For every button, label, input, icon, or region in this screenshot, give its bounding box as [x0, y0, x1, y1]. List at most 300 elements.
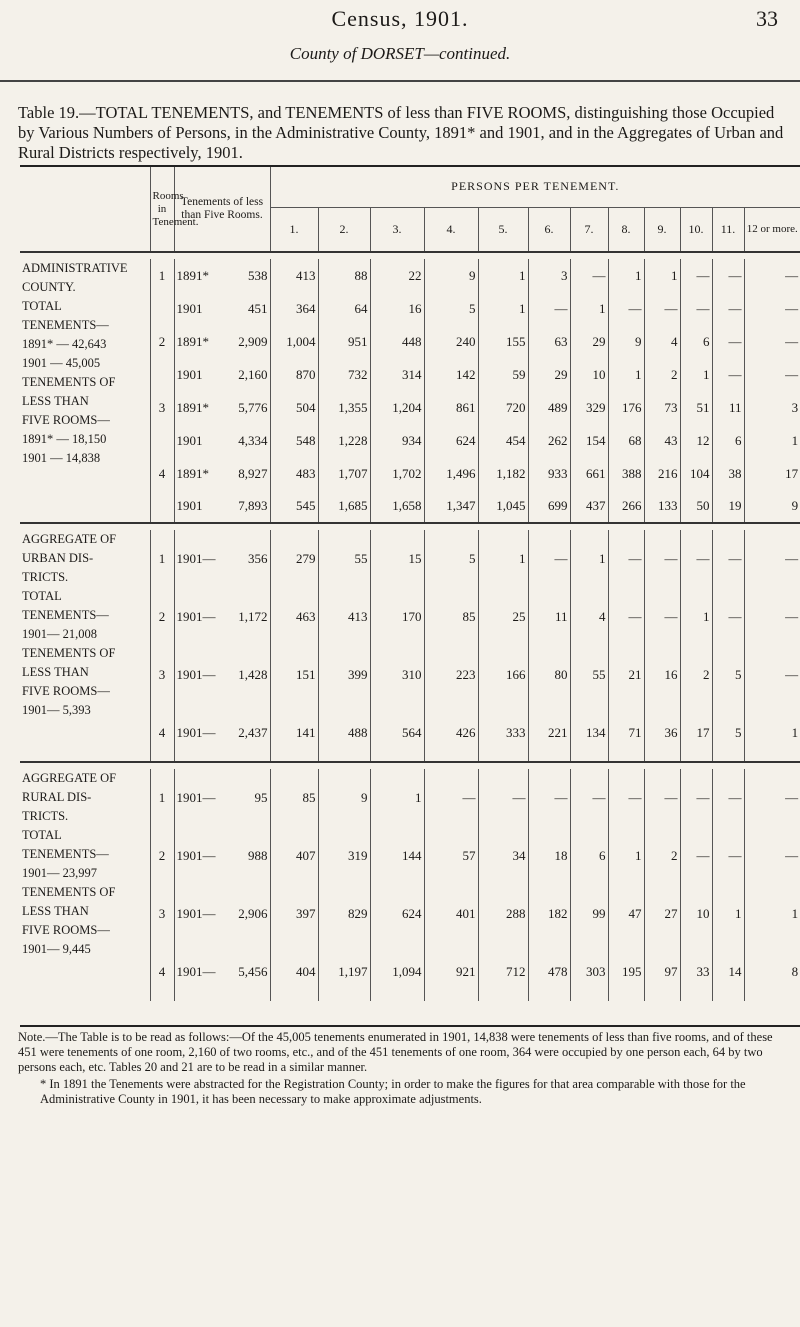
running-title: Census, 1901. [331, 6, 469, 31]
tenement-count-cell [174, 530, 270, 588]
rooms-count: 4 [150, 457, 174, 490]
persons-count: 483 [270, 457, 318, 490]
persons-count: 279 [270, 530, 318, 588]
persons-count: — [528, 292, 570, 325]
persons-count: 73 [644, 391, 680, 424]
persons-count: 19 [712, 490, 744, 523]
persons-col-header: 7. [570, 207, 608, 252]
rooms-count: 2 [150, 325, 174, 358]
persons-count: 2 [644, 827, 680, 885]
persons-count: — [744, 588, 800, 646]
persons-count: 1 [680, 588, 712, 646]
tenement-count: 5,456 [238, 964, 268, 979]
persons-count: 18 [528, 827, 570, 885]
tenement-count: 2,906 [238, 906, 268, 921]
persons-count: 1,658 [370, 490, 424, 523]
tenement-count-cell [174, 646, 270, 704]
persons-count: 1,182 [478, 457, 528, 490]
persons-col-header: 1. [270, 207, 318, 252]
persons-count: 6 [680, 325, 712, 358]
persons-count: — [712, 530, 744, 588]
group-label-line: FIVE ROOMS— [22, 923, 110, 937]
group-label-line: URBAN DIS- [22, 551, 94, 565]
tenement-count: 2,437 [238, 724, 268, 740]
persons-count: 155 [478, 325, 528, 358]
persons-count: — [644, 530, 680, 588]
group-label-line: LESS THAN [22, 904, 89, 918]
persons-count: — [680, 827, 712, 885]
persons-count: 870 [270, 358, 318, 391]
group-separator [20, 252, 800, 259]
persons-count: — [608, 530, 644, 588]
persons-count: 15 [370, 530, 424, 588]
persons-count: — [528, 530, 570, 588]
persons-col-header: 2. [318, 207, 370, 252]
persons-count: 216 [644, 457, 680, 490]
persons-count: 104 [680, 457, 712, 490]
group-label-line: LESS THAN [22, 665, 89, 679]
group-label [20, 530, 150, 762]
persons-count: 141 [270, 704, 318, 762]
persons-count: 142 [424, 358, 478, 391]
persons-count: 1,204 [370, 391, 424, 424]
persons-count: 1,685 [318, 490, 370, 523]
rooms-count: 1 [150, 259, 174, 292]
group-label-line: TENEMENTS OF [22, 375, 116, 389]
persons-count: 12 [680, 424, 712, 457]
persons-count: 221 [528, 704, 570, 762]
persons-count: — [744, 259, 800, 292]
persons-count: 1,347 [424, 490, 478, 523]
persons-count: 310 [370, 646, 424, 704]
rooms-count: 4 [150, 704, 174, 762]
header-rule [0, 80, 800, 82]
persons-count: 489 [528, 391, 570, 424]
persons-count: — [744, 292, 800, 325]
table-title: Table 19.—TOTAL TENEMENTS, and TENEMENTS of less than FIVE ROOMS, distinguishing those Occupied by Various Numbers of Persons, in the Administrative County, 1891* and 1901, and in the Aggregates of Urban and Rural Districts respectively, 1901. [18, 103, 784, 162]
census-table [20, 167, 800, 1001]
table-row [20, 530, 800, 588]
group-label-line: 1901— 9,445 [22, 942, 91, 956]
group-label-line: LESS THAN [22, 394, 89, 408]
persons-col-header: 5. [478, 207, 528, 252]
group-label-line: 1901 — 14,838 [22, 451, 101, 465]
persons-count: — [478, 769, 528, 827]
group-label-line: FIVE ROOMS— [22, 413, 110, 427]
rooms-count: 3 [150, 646, 174, 704]
persons-count: 16 [370, 292, 424, 325]
persons-col-header: 12 or more. [744, 207, 800, 252]
persons-count: — [608, 292, 644, 325]
persons-count: — [570, 259, 608, 292]
persons-count: 2 [680, 646, 712, 704]
persons-count: 10 [680, 885, 712, 943]
rooms-count [150, 490, 174, 523]
persons-count: 1 [608, 827, 644, 885]
group-label-line: TENEMENTS OF [22, 646, 116, 660]
persons-count: — [528, 769, 570, 827]
persons-count: 564 [370, 704, 424, 762]
persons-count: 166 [478, 646, 528, 704]
tenement-count-cell [174, 391, 270, 424]
persons-count: 1,707 [318, 457, 370, 490]
persons-col-header: 9. [644, 207, 680, 252]
persons-count: 720 [478, 391, 528, 424]
persons-count: 504 [270, 391, 318, 424]
persons-col-header: 10. [680, 207, 712, 252]
persons-count: — [712, 292, 744, 325]
census-year: 1891* [176, 267, 209, 283]
persons-count: 401 [424, 885, 478, 943]
group-label [20, 769, 150, 1001]
persons-count: 5 [424, 292, 478, 325]
persons-col-header: 11. [712, 207, 744, 252]
persons-header: PERSONS PER TENEMENT. [270, 167, 800, 207]
group-label-line: 1891* — 42,643 [22, 337, 107, 351]
group-label-line: AGGREGATE OF [22, 532, 117, 546]
persons-count: — [644, 292, 680, 325]
persons-col-header: 6. [528, 207, 570, 252]
persons-count: 29 [570, 325, 608, 358]
census-year: 1901— [176, 724, 216, 740]
persons-count: 3 [744, 391, 800, 424]
tenement-count: 451 [248, 300, 268, 316]
tenement-count-cell [174, 424, 270, 457]
group-label-line: 1891* — 18,150 [22, 432, 107, 446]
group-label-line: TENEMENTS— [22, 608, 109, 622]
group-label-line: AGGREGATE OF [22, 771, 117, 785]
tenement-count-cell [174, 358, 270, 391]
persons-count: 463 [270, 588, 318, 646]
persons-count: 68 [608, 424, 644, 457]
census-year: 1901 [176, 366, 203, 382]
persons-count: 151 [270, 646, 318, 704]
persons-count: 36 [644, 704, 680, 762]
persons-count: 29 [528, 358, 570, 391]
persons-count: 71 [608, 704, 644, 762]
tenement-count-cell [174, 457, 270, 490]
persons-count: 712 [478, 943, 528, 1001]
persons-count: 21 [608, 646, 644, 704]
persons-count: 55 [570, 646, 608, 704]
persons-count: 333 [478, 704, 528, 762]
persons-count: 9 [318, 769, 370, 827]
tenements-header: Tenements of less than Five Rooms. [174, 167, 270, 252]
persons-count: 454 [478, 424, 528, 457]
persons-count: — [712, 259, 744, 292]
persons-count: 4 [644, 325, 680, 358]
persons-count: 1 [644, 259, 680, 292]
tenement-count: 95 [254, 790, 268, 805]
census-year: 1891* [176, 465, 209, 481]
rooms-count: 1 [150, 769, 174, 827]
persons-count: 624 [424, 424, 478, 457]
persons-count: — [744, 827, 800, 885]
table-note [18, 1030, 790, 1109]
group-label-line: 1901— 5,393 [22, 703, 91, 717]
persons-count: — [680, 259, 712, 292]
persons-count: 488 [318, 704, 370, 762]
persons-count: 2 [644, 358, 680, 391]
persons-count: 11 [528, 588, 570, 646]
county-title: County of DORSET—continued. [289, 44, 511, 63]
tenement-count: 4,334 [238, 432, 268, 448]
persons-count: 97 [644, 943, 680, 1001]
group-label-line: TRICTS. [22, 809, 69, 823]
persons-count: 699 [528, 490, 570, 523]
group-label-line: COUNTY. [22, 280, 76, 294]
persons-count: 55 [318, 530, 370, 588]
tenement-count-cell [174, 325, 270, 358]
persons-count: 47 [608, 885, 644, 943]
rooms-count: 2 [150, 827, 174, 885]
persons-count: 27 [644, 885, 680, 943]
persons-count: 1 [478, 292, 528, 325]
persons-count: — [712, 588, 744, 646]
tenement-count-cell [174, 259, 270, 292]
persons-count: 1,702 [370, 457, 424, 490]
persons-count: 397 [270, 885, 318, 943]
tenement-count: 988 [248, 848, 268, 863]
persons-count: 364 [270, 292, 318, 325]
group-label [20, 259, 150, 523]
persons-count: 182 [528, 885, 570, 943]
tenement-count-cell [174, 885, 270, 943]
persons-count: 34 [478, 827, 528, 885]
rooms-count [150, 424, 174, 457]
census-year: 1901— [176, 667, 216, 682]
rooms-count: 4 [150, 943, 174, 1001]
census-year: 1901— [176, 848, 216, 863]
tenement-count-cell [174, 827, 270, 885]
persons-col-header: 3. [370, 207, 424, 252]
persons-count: 223 [424, 646, 478, 704]
persons-count: 17 [744, 457, 800, 490]
group-label-line: 1901 — 45,005 [22, 356, 101, 370]
persons-count: — [424, 769, 478, 827]
persons-count: 22 [370, 259, 424, 292]
census-year: 1901— [176, 964, 216, 979]
persons-count: 17 [680, 704, 712, 762]
persons-count: 1 [744, 704, 800, 762]
persons-count: 9 [608, 325, 644, 358]
persons-count: 262 [528, 424, 570, 457]
persons-count: 448 [370, 325, 424, 358]
census-year: 1901— [176, 790, 216, 805]
tenement-count-cell [174, 292, 270, 325]
persons-count: — [712, 827, 744, 885]
persons-count: 266 [608, 490, 644, 523]
census-table-wrapper [20, 165, 800, 1027]
persons-count: 144 [370, 827, 424, 885]
census-year: 1901 [176, 300, 203, 316]
tenement-count-cell [174, 769, 270, 827]
persons-count: 5 [424, 530, 478, 588]
persons-count: 1 [744, 424, 800, 457]
persons-count: 176 [608, 391, 644, 424]
persons-count: 5 [712, 704, 744, 762]
persons-count: 934 [370, 424, 424, 457]
persons-count: 80 [528, 646, 570, 704]
persons-count: — [570, 769, 608, 827]
persons-count: 413 [318, 588, 370, 646]
persons-count: 240 [424, 325, 478, 358]
persons-count: 1,496 [424, 457, 478, 490]
persons-count: 288 [478, 885, 528, 943]
persons-count: — [744, 646, 800, 704]
persons-count: 88 [318, 259, 370, 292]
persons-count: 33 [680, 943, 712, 1001]
group-label-line: TOTAL [22, 589, 62, 603]
persons-count: 407 [270, 827, 318, 885]
persons-count: 732 [318, 358, 370, 391]
rooms-header: Rooms in Tenement. [150, 167, 174, 252]
group-label-line: TRICTS. [22, 570, 69, 584]
persons-count: — [644, 769, 680, 827]
census-year: 1901— [176, 551, 216, 566]
persons-count: 921 [424, 943, 478, 1001]
persons-count: — [712, 358, 744, 391]
persons-count: 1 [744, 885, 800, 943]
persons-count: 829 [318, 885, 370, 943]
persons-count: 10 [570, 358, 608, 391]
persons-count: 399 [318, 646, 370, 704]
persons-count: 14 [712, 943, 744, 1001]
tenement-count: 8,927 [238, 465, 268, 481]
persons-count: 1 [608, 259, 644, 292]
persons-count: 1 [370, 769, 424, 827]
census-year: 1891* [176, 333, 209, 349]
persons-count: 413 [270, 259, 318, 292]
persons-count: 5 [712, 646, 744, 704]
persons-count: 1,004 [270, 325, 318, 358]
note-footnote: * In 1891 the Tenements were abstracted for the Registration County; in order to make the figures for that area comparable with those for the Administrative County in 1901, it has been necessary to make approximate adjustments. [40, 1077, 746, 1106]
group-separator [20, 523, 800, 530]
rooms-count: 2 [150, 588, 174, 646]
census-year: 1891* [176, 399, 209, 415]
tenement-count: 1,428 [238, 667, 268, 682]
tenement-count: 2,909 [238, 333, 268, 349]
persons-count: 134 [570, 704, 608, 762]
persons-count: 319 [318, 827, 370, 885]
persons-count: 195 [608, 943, 644, 1001]
persons-count: — [680, 292, 712, 325]
persons-count: 951 [318, 325, 370, 358]
group-label-line: TOTAL [22, 299, 62, 313]
census-year: 1901— [176, 906, 216, 921]
persons-count: 38 [712, 457, 744, 490]
group-label-line: FIVE ROOMS— [22, 684, 110, 698]
persons-count: 9 [744, 490, 800, 523]
persons-count: 1,197 [318, 943, 370, 1001]
group-label-line: TOTAL [22, 828, 62, 842]
persons-count: 16 [644, 646, 680, 704]
persons-count: 437 [570, 490, 608, 523]
persons-count: 303 [570, 943, 608, 1001]
persons-count: 57 [424, 827, 478, 885]
persons-count: 661 [570, 457, 608, 490]
persons-count: 99 [570, 885, 608, 943]
group-label-line: TENEMENTS OF [22, 885, 116, 899]
persons-count: 133 [644, 490, 680, 523]
persons-count: 478 [528, 943, 570, 1001]
table-row [20, 769, 800, 827]
persons-count: 11 [712, 391, 744, 424]
persons-count: 9 [424, 259, 478, 292]
persons-count: — [744, 358, 800, 391]
rooms-count [150, 358, 174, 391]
persons-count: 1 [570, 530, 608, 588]
tenement-count: 356 [248, 551, 268, 566]
persons-count: 426 [424, 704, 478, 762]
persons-count: 25 [478, 588, 528, 646]
tenement-count-cell [174, 943, 270, 1001]
persons-count: 50 [680, 490, 712, 523]
tenement-count-cell [174, 704, 270, 762]
persons-count: 1 [570, 292, 608, 325]
tenement-count-cell [174, 588, 270, 646]
census-year: 1901 [176, 498, 203, 513]
census-year: 1901 [176, 432, 203, 448]
persons-count: 314 [370, 358, 424, 391]
persons-count: — [608, 588, 644, 646]
persons-col-header: 4. [424, 207, 478, 252]
note-main: Note.—The Table is to be read as follows:—Of the 45,005 tenements enumerated in 1901, 14,838 were tenements of less than five rooms, and of these 451 were tenements of one room, 2,160 of two rooms, etc., and of the 451 tenements of one room, 364 were occupied by one person each, 64 by two persons each, etc. Tables 20 and 21 are to be read in a similar manner. [18, 1030, 773, 1074]
persons-count: 1 [478, 530, 528, 588]
persons-count: 8 [744, 943, 800, 1001]
persons-col-header: 8. [608, 207, 644, 252]
tenement-count: 538 [248, 267, 268, 283]
persons-count: 64 [318, 292, 370, 325]
persons-count: — [712, 769, 744, 827]
rooms-count: 3 [150, 885, 174, 943]
persons-count: 1 [608, 358, 644, 391]
persons-count: 51 [680, 391, 712, 424]
tenement-count-cell [174, 490, 270, 523]
persons-count: — [608, 769, 644, 827]
persons-count: 404 [270, 943, 318, 1001]
persons-count: 1,228 [318, 424, 370, 457]
label-header [20, 167, 150, 252]
persons-count: — [644, 588, 680, 646]
group-label-line: TENEMENTS— [22, 318, 109, 332]
tenement-count: 5,776 [238, 399, 268, 415]
persons-count: 4 [570, 588, 608, 646]
persons-count: 85 [270, 769, 318, 827]
persons-count: — [712, 325, 744, 358]
page-number: 33 [756, 6, 778, 31]
persons-count: — [744, 530, 800, 588]
persons-count: 624 [370, 885, 424, 943]
persons-count: 3 [528, 259, 570, 292]
tenement-count: 1,172 [238, 609, 268, 624]
persons-count: 170 [370, 588, 424, 646]
persons-count: 6 [712, 424, 744, 457]
persons-count: 548 [270, 424, 318, 457]
persons-count: 861 [424, 391, 478, 424]
tenement-count: 2,160 [238, 366, 268, 382]
persons-count: — [744, 325, 800, 358]
group-label-line: ADMINISTRATIVE [22, 261, 128, 275]
group-label-line: TENEMENTS— [22, 847, 109, 861]
persons-count: — [680, 530, 712, 588]
persons-count: 1,045 [478, 490, 528, 523]
persons-count: 933 [528, 457, 570, 490]
group-label-line: 1901— 21,008 [22, 627, 97, 641]
persons-count: 59 [478, 358, 528, 391]
rooms-count [150, 292, 174, 325]
persons-count: 388 [608, 457, 644, 490]
